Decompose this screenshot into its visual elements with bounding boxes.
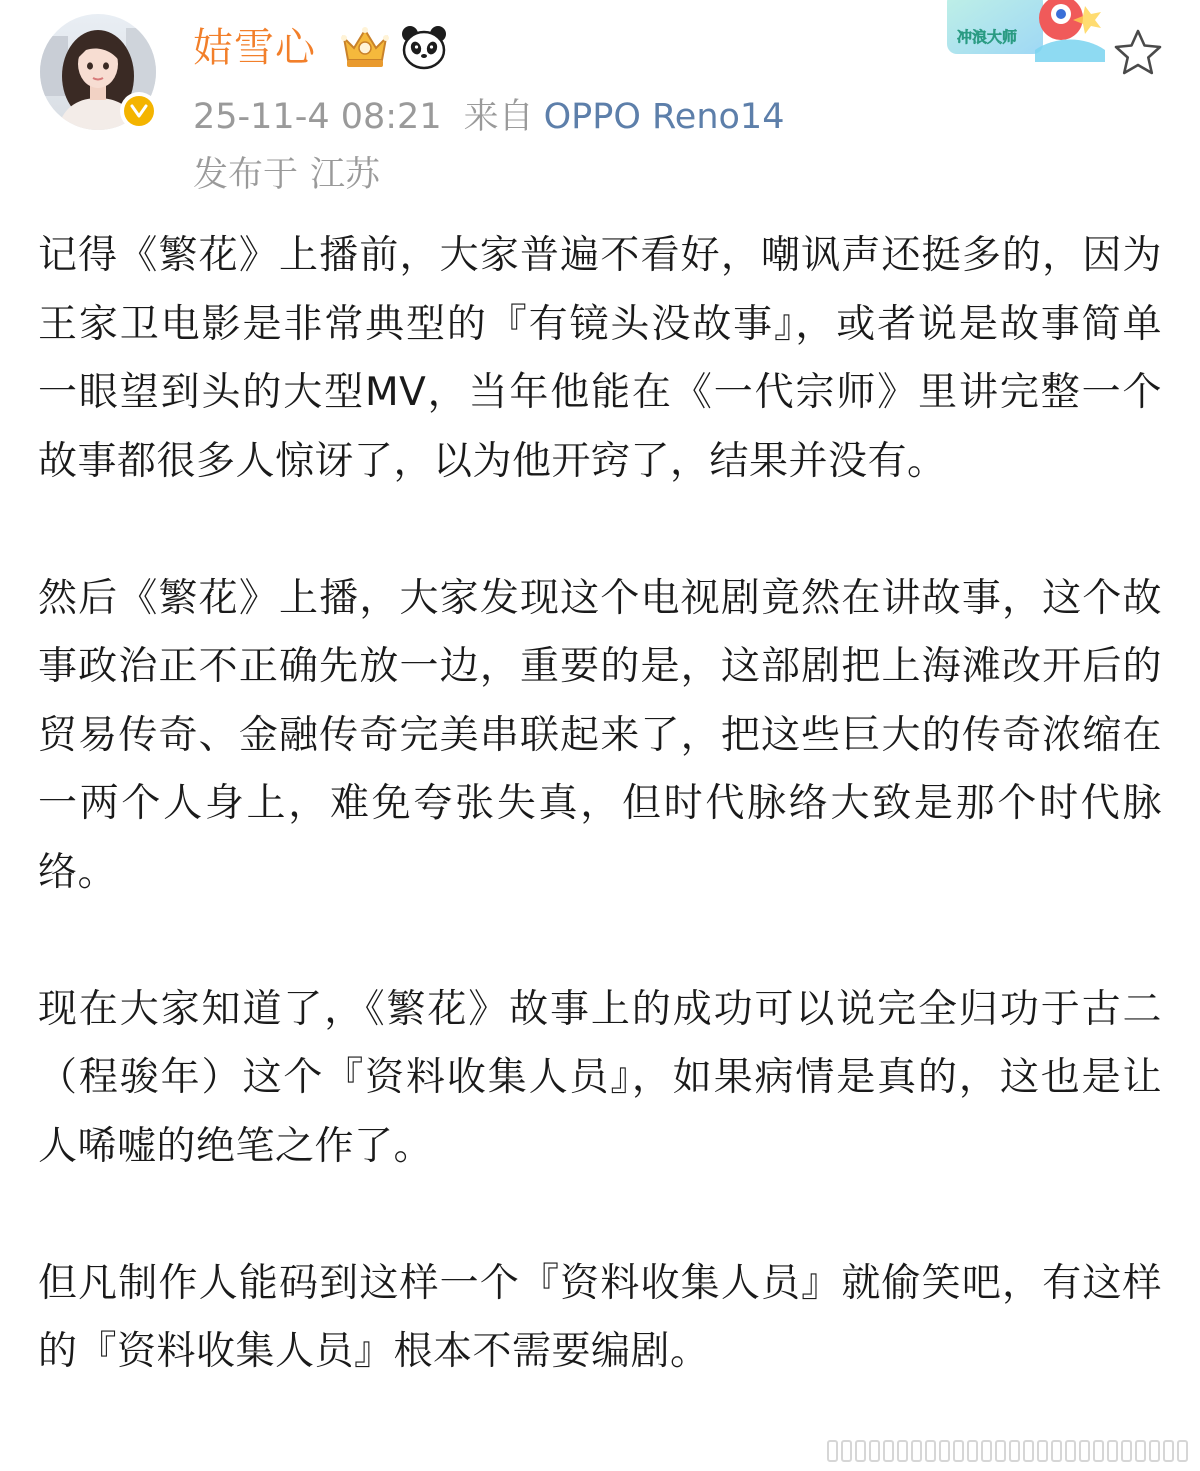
post-paragraph: 记得《繁花》上播前，大家普遍不看好，嘲讽声还挺多的，因为王家卫电影是非常典型的『有镜头没故事』，或者说是故事简单一眼望到头的大型MV，当年他能在《一代宗师》里讲完整一个故事都很多人惊讶了，以为他开窍了，结果并没有。 bbox=[38, 233, 1162, 484]
device-link[interactable]: OPPO Reno14 bbox=[543, 97, 785, 137]
post-paragraph: 然后《繁花》上播，大家发现这个电视剧竟然在讲故事，这个故事政治正不正确先放一边，重要的是，这部剧把上海滩改开后的贸易传奇、金融传奇完美串联起来了，把这些巨大的传奇浓缩在一两个人身上，难免夸张失真，但时代脉络大致是那个时代脉络。 bbox=[38, 575, 1162, 895]
post-body bbox=[38, 222, 1162, 1387]
post-paragraph: 但凡制作人能码到这样一个『资料收集人员』就偷笑吧，有这样的『资料收集人员』根本不需要编剧。 bbox=[38, 1260, 1162, 1374]
timestamp: 25-11-4 08:21 bbox=[193, 97, 442, 137]
post-paragraph: 现在大家知道了，《繁花》故事上的成功可以说完全归功于古二（程骏年）这个『资料收集人员』，如果病情是真的，这也是让人唏嘘的绝笔之作了。 bbox=[38, 986, 1162, 1169]
star-outline-icon[interactable] bbox=[1112, 28, 1164, 78]
watermark bbox=[827, 1437, 1188, 1465]
event-badge-icon[interactable] bbox=[945, 0, 1123, 62]
post-meta bbox=[193, 94, 784, 140]
crown-badge-icon[interactable] bbox=[338, 24, 392, 70]
username[interactable]: 姞雪心 bbox=[193, 25, 316, 71]
location-label: 发布于 bbox=[193, 155, 299, 195]
panda-icon bbox=[400, 24, 448, 70]
location-line bbox=[193, 152, 380, 198]
location-value: 江苏 bbox=[310, 155, 381, 195]
source-label: 来自 bbox=[463, 97, 534, 137]
event-badge-text: 冲浪大师 bbox=[957, 28, 1018, 46]
verified-badge-icon bbox=[120, 92, 158, 130]
